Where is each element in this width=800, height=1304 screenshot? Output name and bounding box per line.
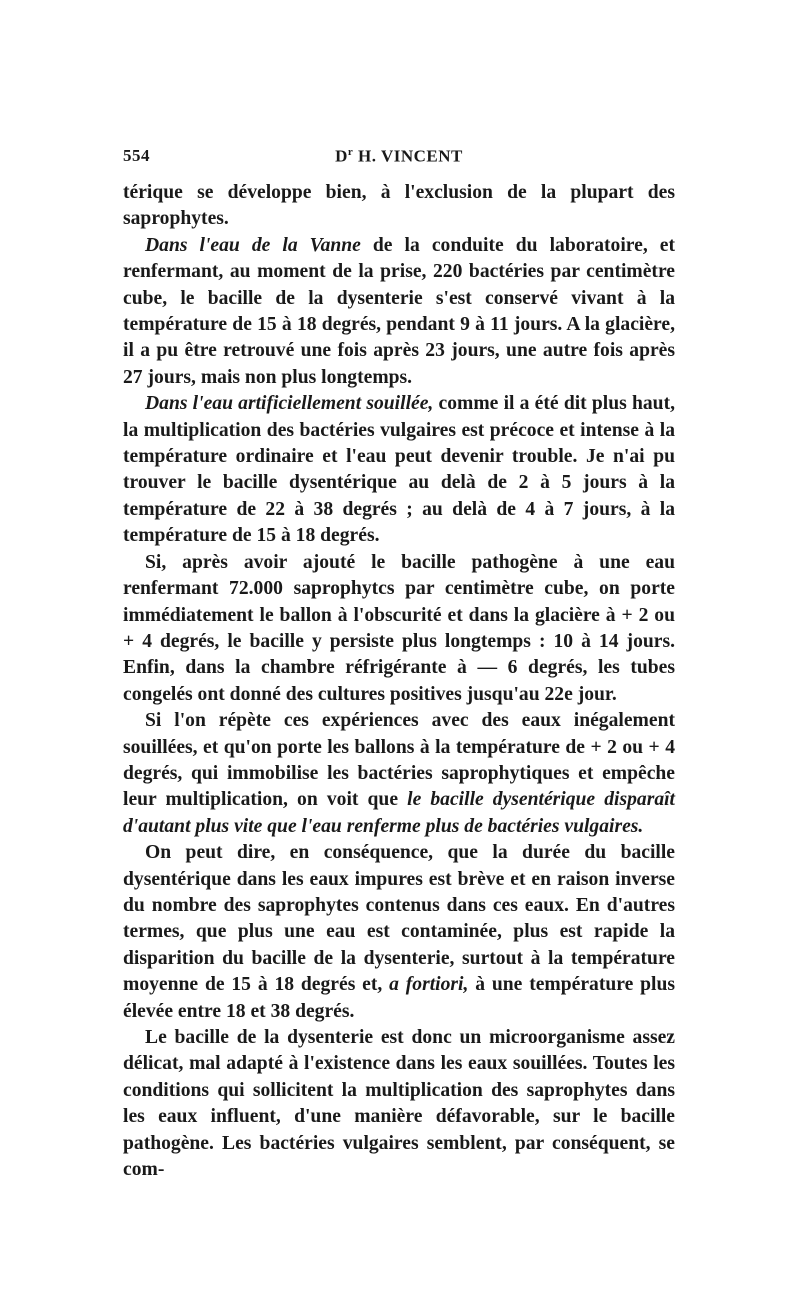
author-prefix: D: [335, 146, 348, 166]
paragraph-5-italic: a fortiori,: [389, 974, 469, 996]
page-number: 554: [123, 146, 150, 165]
paragraph-5-text-a: On peut dire, en conséquence, que la durée du bacille dysentérique dans les eaux impures est brève et en raison inverse du nombre des saprophytes contenus dans ces eaux. En d'autres termes, que plus une eau est contaminée, plus est rapide la disparition du bacille de la dysenterie, surtout à la température moyenne de 15 à 18 degrés et,: [123, 842, 675, 996]
paragraph-2-italic: Dans l'eau artificiellement souillée,: [145, 393, 434, 415]
paragraph-1-text: de la conduite du laboratoire, et renfermant, au moment de la prise, 220 bactéries par centimètre cube, le bacille de la dysenterie s'est conservé vivant à la température de 15 à 18 degrés, pendant 9 à 11 jours. A la glacière, il a pu être retrouvé une fois après 23 jours, une autre fois après 27 jours, mais non plus longtemps.: [123, 234, 675, 388]
paragraph-4-italic: le bacille dysentérique disparaît d'autant plus vite que l'eau renferme plus de bactéries vulgaires.: [123, 789, 675, 837]
paragraph-1-italic: Dans l'eau de la Vanne: [145, 234, 361, 256]
paragraph-3: Si, après avoir ajouté le bacille pathogène à une eau renfermant 72.000 saprophytcs par centimètre cube, on porte immédiatement le ballon à l'obscurité et dans la glacière à + 2 ou + 4 degrés, le bacille y persiste plus longtemps : 10 à 14 jours. Enfin, dans la chambre réfrigérante à — 6 degrés, les tubes congelés ont donné des cultures positives jusqu'au 22e jour.: [123, 551, 675, 705]
paragraph-2: [123, 391, 675, 549]
author-surname: H. VINCENT: [353, 146, 463, 166]
running-header: [123, 146, 675, 172]
paragraph-4-text: Si l'on répète ces expériences avec des eaux inégalement souillées, et qu'on porte les ballons à la température de + 2 ou + 4 degrés, qui immobilise les bactéries saprophytiques et empêche leur multiplication, on voit que: [123, 710, 675, 811]
author-name: [123, 146, 675, 167]
paragraph-4: [123, 708, 675, 840]
body-text: [123, 180, 675, 1183]
paragraph-0: térique se développe bien, à l'exclusion de la plupart des saprophytes.: [123, 182, 675, 230]
author-sup: r: [347, 146, 354, 158]
paragraph-1: [123, 233, 675, 391]
paragraph-6: Le bacille de la dysenterie est donc un microorganisme assez délicat, mal adapté à l'existence dans les eaux souillées. Toutes les conditions qui sollicitent la multiplication des saprophytes dans les eaux influent, d'une manière défavorable, sur le bacille pathogène. Les bactéries vulgaires semblent, par conséquent, se com-: [123, 1027, 675, 1181]
paragraph-2-text: comme il a été dit plus haut, la multiplication des bactéries vulgaires est précoce et intense à la température ordinaire et l'eau peut devenir trouble. Je n'ai pu trouver le bacille dysentérique au delà de 2 à 5 jours à la température de 22 à 38 degrés ; au delà de 4 à 7 jours, à la température de 15 à 18 degrés.: [123, 393, 675, 547]
paragraph-5: [123, 840, 675, 1025]
paragraph-5-text-b: à une température plus élevée entre 18 et 38 degrés.: [123, 974, 676, 1022]
